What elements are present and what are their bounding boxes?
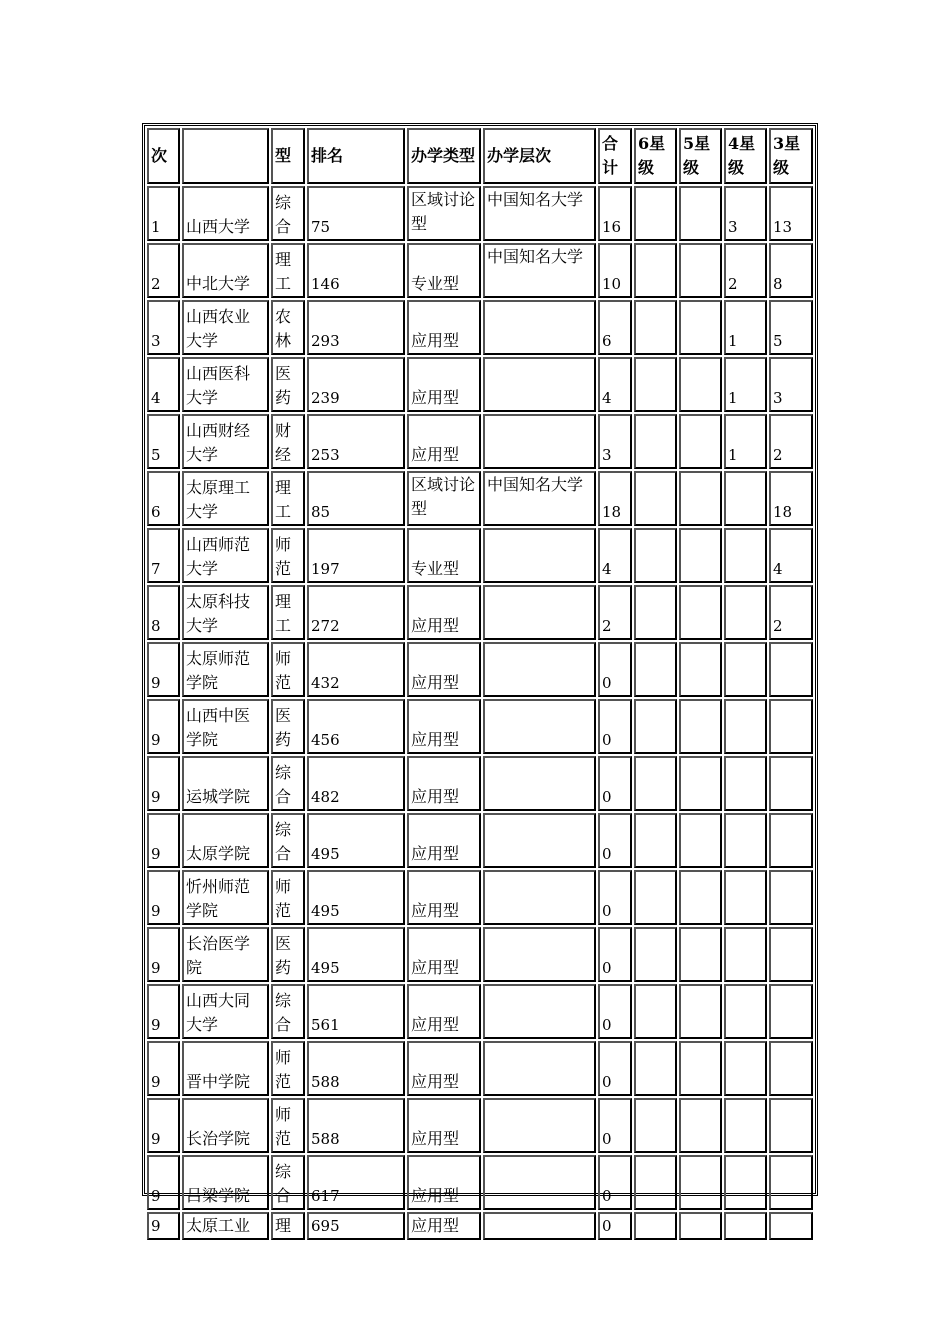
cell-ranking: 482: [307, 756, 405, 811]
cell-university-name: 太原师范学院: [182, 642, 269, 697]
cell-four-star: [724, 984, 767, 1039]
cell-total: 4: [598, 528, 632, 583]
cell-four-star: [724, 1041, 767, 1096]
cell-total: 0: [598, 642, 632, 697]
cell-six-star: [634, 528, 677, 583]
cell-ranking: 85: [307, 471, 405, 526]
header-five-star: 5星级: [679, 128, 722, 184]
cell-rank-order: 8: [147, 585, 180, 640]
cell-ranking: 588: [307, 1041, 405, 1096]
cell-six-star: [634, 357, 677, 412]
cell-school-type: 应用型: [407, 984, 481, 1039]
cell-school-level: [483, 813, 596, 868]
cell-school-type: 应用型: [407, 1155, 481, 1210]
cell-ranking: 272: [307, 585, 405, 640]
cell-four-star: [724, 642, 767, 697]
table-row: [147, 300, 813, 355]
cell-three-star: [769, 927, 813, 982]
cell-rank-order: 1: [147, 186, 180, 241]
header-school-type: 办学类型: [407, 128, 481, 184]
header-ranking: 排名: [307, 128, 405, 184]
cell-school-type: 应用型: [407, 642, 481, 697]
cell-total: 10: [598, 243, 632, 298]
cell-six-star: [634, 1098, 677, 1153]
cell-three-star: 13: [769, 186, 813, 241]
cell-three-star: 5: [769, 300, 813, 355]
cell-total: 0: [598, 1155, 632, 1210]
table-row: [147, 1041, 813, 1096]
cell-university-name: 长治医学院: [182, 927, 269, 982]
cell-school-type: 应用型: [407, 699, 481, 754]
cell-school-level: [483, 585, 596, 640]
cell-category: 师范: [271, 528, 305, 583]
cell-rank-order: 4: [147, 357, 180, 412]
cell-rank-order: 9: [147, 1098, 180, 1153]
university-ranking-table: [145, 126, 815, 1242]
cell-university-name: 长治学院: [182, 1098, 269, 1153]
cell-university-name: 山西师范大学: [182, 528, 269, 583]
cell-university-name: 太原科技大学: [182, 585, 269, 640]
cell-university-name: 山西医科大学: [182, 357, 269, 412]
cell-rank-order: 2: [147, 243, 180, 298]
cell-school-type: 应用型: [407, 1212, 481, 1240]
cell-ranking: 293: [307, 300, 405, 355]
cell-three-star: 18: [769, 471, 813, 526]
cell-six-star: [634, 1155, 677, 1210]
cell-category: 综合: [271, 813, 305, 868]
cell-three-star: [769, 1212, 813, 1240]
cell-university-name: 运城学院: [182, 756, 269, 811]
cell-rank-order: 7: [147, 528, 180, 583]
cell-rank-order: 9: [147, 984, 180, 1039]
cell-four-star: [724, 528, 767, 583]
cell-school-level: [483, 870, 596, 925]
cell-total: 2: [598, 585, 632, 640]
cell-total: 0: [598, 1212, 632, 1240]
cell-category: 理工: [271, 471, 305, 526]
cell-category: 师范: [271, 1098, 305, 1153]
header-three-star: 3星级: [769, 128, 813, 184]
cell-ranking: 495: [307, 813, 405, 868]
header-university-name: [182, 128, 269, 184]
cell-category: 综合: [271, 756, 305, 811]
cell-university-name: 山西大学: [182, 186, 269, 241]
cell-rank-order: 6: [147, 471, 180, 526]
cell-total: 0: [598, 699, 632, 754]
cell-three-star: 2: [769, 414, 813, 469]
cell-rank-order: 9: [147, 1041, 180, 1096]
cell-four-star: [724, 870, 767, 925]
cell-total: 0: [598, 984, 632, 1039]
header-row: [147, 128, 813, 184]
cell-school-level: [483, 414, 596, 469]
cell-category: 医药: [271, 927, 305, 982]
cell-rank-order: 3: [147, 300, 180, 355]
cell-four-star: 1: [724, 414, 767, 469]
cell-five-star: [679, 984, 722, 1039]
table-row: [147, 414, 813, 469]
cell-four-star: [724, 813, 767, 868]
cell-school-level: [483, 699, 596, 754]
cell-ranking: 197: [307, 528, 405, 583]
table-row: [147, 1098, 813, 1153]
cell-rank-order: 9: [147, 1212, 180, 1240]
table-row: [147, 984, 813, 1039]
cell-school-type: 应用型: [407, 585, 481, 640]
cell-six-star: [634, 186, 677, 241]
cell-total: 0: [598, 813, 632, 868]
cell-ranking: 75: [307, 186, 405, 241]
table-row: [147, 471, 813, 526]
cell-school-level: [483, 528, 596, 583]
cell-five-star: [679, 756, 722, 811]
cell-category: 理: [271, 1212, 305, 1240]
cell-category: 师范: [271, 870, 305, 925]
cell-five-star: [679, 186, 722, 241]
table-row: [147, 642, 813, 697]
cell-total: 4: [598, 357, 632, 412]
cell-rank-order: 9: [147, 642, 180, 697]
cell-four-star: [724, 1098, 767, 1153]
cell-category: 理工: [271, 243, 305, 298]
cell-total: 0: [598, 1098, 632, 1153]
cell-university-name: 山西农业大学: [182, 300, 269, 355]
cell-five-star: [679, 414, 722, 469]
cell-school-type: 应用型: [407, 870, 481, 925]
cell-category: 师范: [271, 1041, 305, 1096]
cell-total: 3: [598, 414, 632, 469]
cell-category: 医药: [271, 357, 305, 412]
table-row: [147, 1212, 813, 1240]
cell-five-star: [679, 1098, 722, 1153]
header-four-star: 4星级: [724, 128, 767, 184]
cell-rank-order: 9: [147, 1155, 180, 1210]
cell-university-name: 太原理工大学: [182, 471, 269, 526]
cell-school-type: 应用型: [407, 1041, 481, 1096]
cell-four-star: [724, 927, 767, 982]
header-rank-order: 次: [147, 128, 180, 184]
cell-school-level: 中国知名大学: [483, 243, 596, 298]
header-category: 型: [271, 128, 305, 184]
cell-school-type: 区域讨论型: [407, 186, 481, 241]
cell-ranking: 695: [307, 1212, 405, 1240]
cell-three-star: [769, 756, 813, 811]
cell-four-star: 2: [724, 243, 767, 298]
cell-school-type: 区域讨论型: [407, 471, 481, 526]
cell-three-star: [769, 642, 813, 697]
table-row: [147, 528, 813, 583]
cell-category: 财经: [271, 414, 305, 469]
table-row: [147, 813, 813, 868]
cell-category: 师范: [271, 642, 305, 697]
cell-three-star: [769, 984, 813, 1039]
cell-total: 18: [598, 471, 632, 526]
cell-university-name: 太原工业: [182, 1212, 269, 1240]
cell-category: 综合: [271, 186, 305, 241]
table-row: [147, 699, 813, 754]
cell-school-type: 应用型: [407, 813, 481, 868]
cell-university-name: 忻州师范学院: [182, 870, 269, 925]
cell-school-type: 专业型: [407, 528, 481, 583]
cell-ranking: 432: [307, 642, 405, 697]
cell-six-star: [634, 414, 677, 469]
cell-three-star: [769, 813, 813, 868]
cell-school-level: [483, 1098, 596, 1153]
cell-six-star: [634, 243, 677, 298]
cell-six-star: [634, 699, 677, 754]
cell-university-name: 山西中医学院: [182, 699, 269, 754]
cell-ranking: 617: [307, 1155, 405, 1210]
cell-four-star: 1: [724, 300, 767, 355]
cell-three-star: 3: [769, 357, 813, 412]
cell-category: 医药: [271, 699, 305, 754]
cell-ranking: 495: [307, 927, 405, 982]
cell-four-star: [724, 1212, 767, 1240]
cell-university-name: 山西财经大学: [182, 414, 269, 469]
cell-four-star: [724, 699, 767, 754]
cell-six-star: [634, 984, 677, 1039]
table-row: [147, 870, 813, 925]
cell-five-star: [679, 927, 722, 982]
cell-rank-order: 9: [147, 927, 180, 982]
header-total: 合计: [598, 128, 632, 184]
cell-three-star: [769, 1041, 813, 1096]
cell-five-star: [679, 1212, 722, 1240]
cell-school-level: [483, 642, 596, 697]
cell-university-name: 太原学院: [182, 813, 269, 868]
table-row: [147, 585, 813, 640]
cell-total: 0: [598, 927, 632, 982]
cell-rank-order: 9: [147, 699, 180, 754]
cell-three-star: [769, 1155, 813, 1210]
cell-five-star: [679, 813, 722, 868]
cell-ranking: 239: [307, 357, 405, 412]
cell-six-star: [634, 927, 677, 982]
cell-four-star: [724, 585, 767, 640]
cell-total: 0: [598, 870, 632, 925]
cell-five-star: [679, 642, 722, 697]
cell-rank-order: 9: [147, 756, 180, 811]
cell-five-star: [679, 300, 722, 355]
cell-ranking: 561: [307, 984, 405, 1039]
cell-three-star: [769, 870, 813, 925]
cell-school-level: 中国知名大学: [483, 471, 596, 526]
cell-five-star: [679, 870, 722, 925]
cell-rank-order: 9: [147, 870, 180, 925]
cell-six-star: [634, 300, 677, 355]
cell-category: 综合: [271, 1155, 305, 1210]
cell-five-star: [679, 471, 722, 526]
cell-four-star: [724, 1155, 767, 1210]
cell-three-star: [769, 699, 813, 754]
table-body: [147, 186, 813, 1240]
cell-school-level: [483, 300, 596, 355]
cell-ranking: 495: [307, 870, 405, 925]
cell-school-type: 应用型: [407, 1098, 481, 1153]
cell-university-name: 吕梁学院: [182, 1155, 269, 1210]
cell-school-level: [483, 927, 596, 982]
cell-school-level: 中国知名大学: [483, 186, 596, 241]
cell-five-star: [679, 243, 722, 298]
cell-school-type: 应用型: [407, 357, 481, 412]
cell-ranking: 253: [307, 414, 405, 469]
cell-five-star: [679, 357, 722, 412]
cell-six-star: [634, 813, 677, 868]
cell-school-level: [483, 1212, 596, 1240]
table-row: [147, 186, 813, 241]
cell-total: 0: [598, 756, 632, 811]
cell-four-star: [724, 756, 767, 811]
cell-five-star: [679, 585, 722, 640]
cell-school-type: 应用型: [407, 300, 481, 355]
header-six-star: 6星级: [634, 128, 677, 184]
cell-five-star: [679, 528, 722, 583]
cell-rank-order: 9: [147, 813, 180, 868]
cell-four-star: 1: [724, 357, 767, 412]
table-row: [147, 756, 813, 811]
cell-four-star: 3: [724, 186, 767, 241]
cell-six-star: [634, 1041, 677, 1096]
table-row: [147, 1155, 813, 1210]
cell-three-star: [769, 1098, 813, 1153]
table-row: [147, 243, 813, 298]
ranking-table-frame: [142, 123, 818, 1235]
cell-rank-order: 5: [147, 414, 180, 469]
cell-six-star: [634, 471, 677, 526]
cell-ranking: 146: [307, 243, 405, 298]
cell-three-star: 2: [769, 585, 813, 640]
cell-four-star: [724, 471, 767, 526]
cell-three-star: 4: [769, 528, 813, 583]
cell-six-star: [634, 642, 677, 697]
cell-six-star: [634, 1212, 677, 1240]
cell-category: 综合: [271, 984, 305, 1039]
cell-school-level: [483, 1041, 596, 1096]
cell-total: 16: [598, 186, 632, 241]
cell-school-type: 专业型: [407, 243, 481, 298]
cell-ranking: 588: [307, 1098, 405, 1153]
cell-school-type: 应用型: [407, 927, 481, 982]
cell-six-star: [634, 756, 677, 811]
cell-five-star: [679, 699, 722, 754]
cell-six-star: [634, 870, 677, 925]
cell-total: 0: [598, 1041, 632, 1096]
header-school-level: 办学层次: [483, 128, 596, 184]
cell-university-name: 晋中学院: [182, 1041, 269, 1096]
cell-five-star: [679, 1041, 722, 1096]
cell-school-level: [483, 756, 596, 811]
cell-category: 农林: [271, 300, 305, 355]
cell-category: 理工: [271, 585, 305, 640]
cell-school-type: 应用型: [407, 414, 481, 469]
cell-school-level: [483, 984, 596, 1039]
cell-three-star: 8: [769, 243, 813, 298]
cell-university-name: 中北大学: [182, 243, 269, 298]
cell-total: 6: [598, 300, 632, 355]
cell-ranking: 456: [307, 699, 405, 754]
cell-university-name: 山西大同大学: [182, 984, 269, 1039]
table-row: [147, 357, 813, 412]
table-row: [147, 927, 813, 982]
cell-school-type: 应用型: [407, 756, 481, 811]
cell-five-star: [679, 1155, 722, 1210]
cell-school-level: [483, 357, 596, 412]
cell-school-level: [483, 1155, 596, 1210]
cell-six-star: [634, 585, 677, 640]
